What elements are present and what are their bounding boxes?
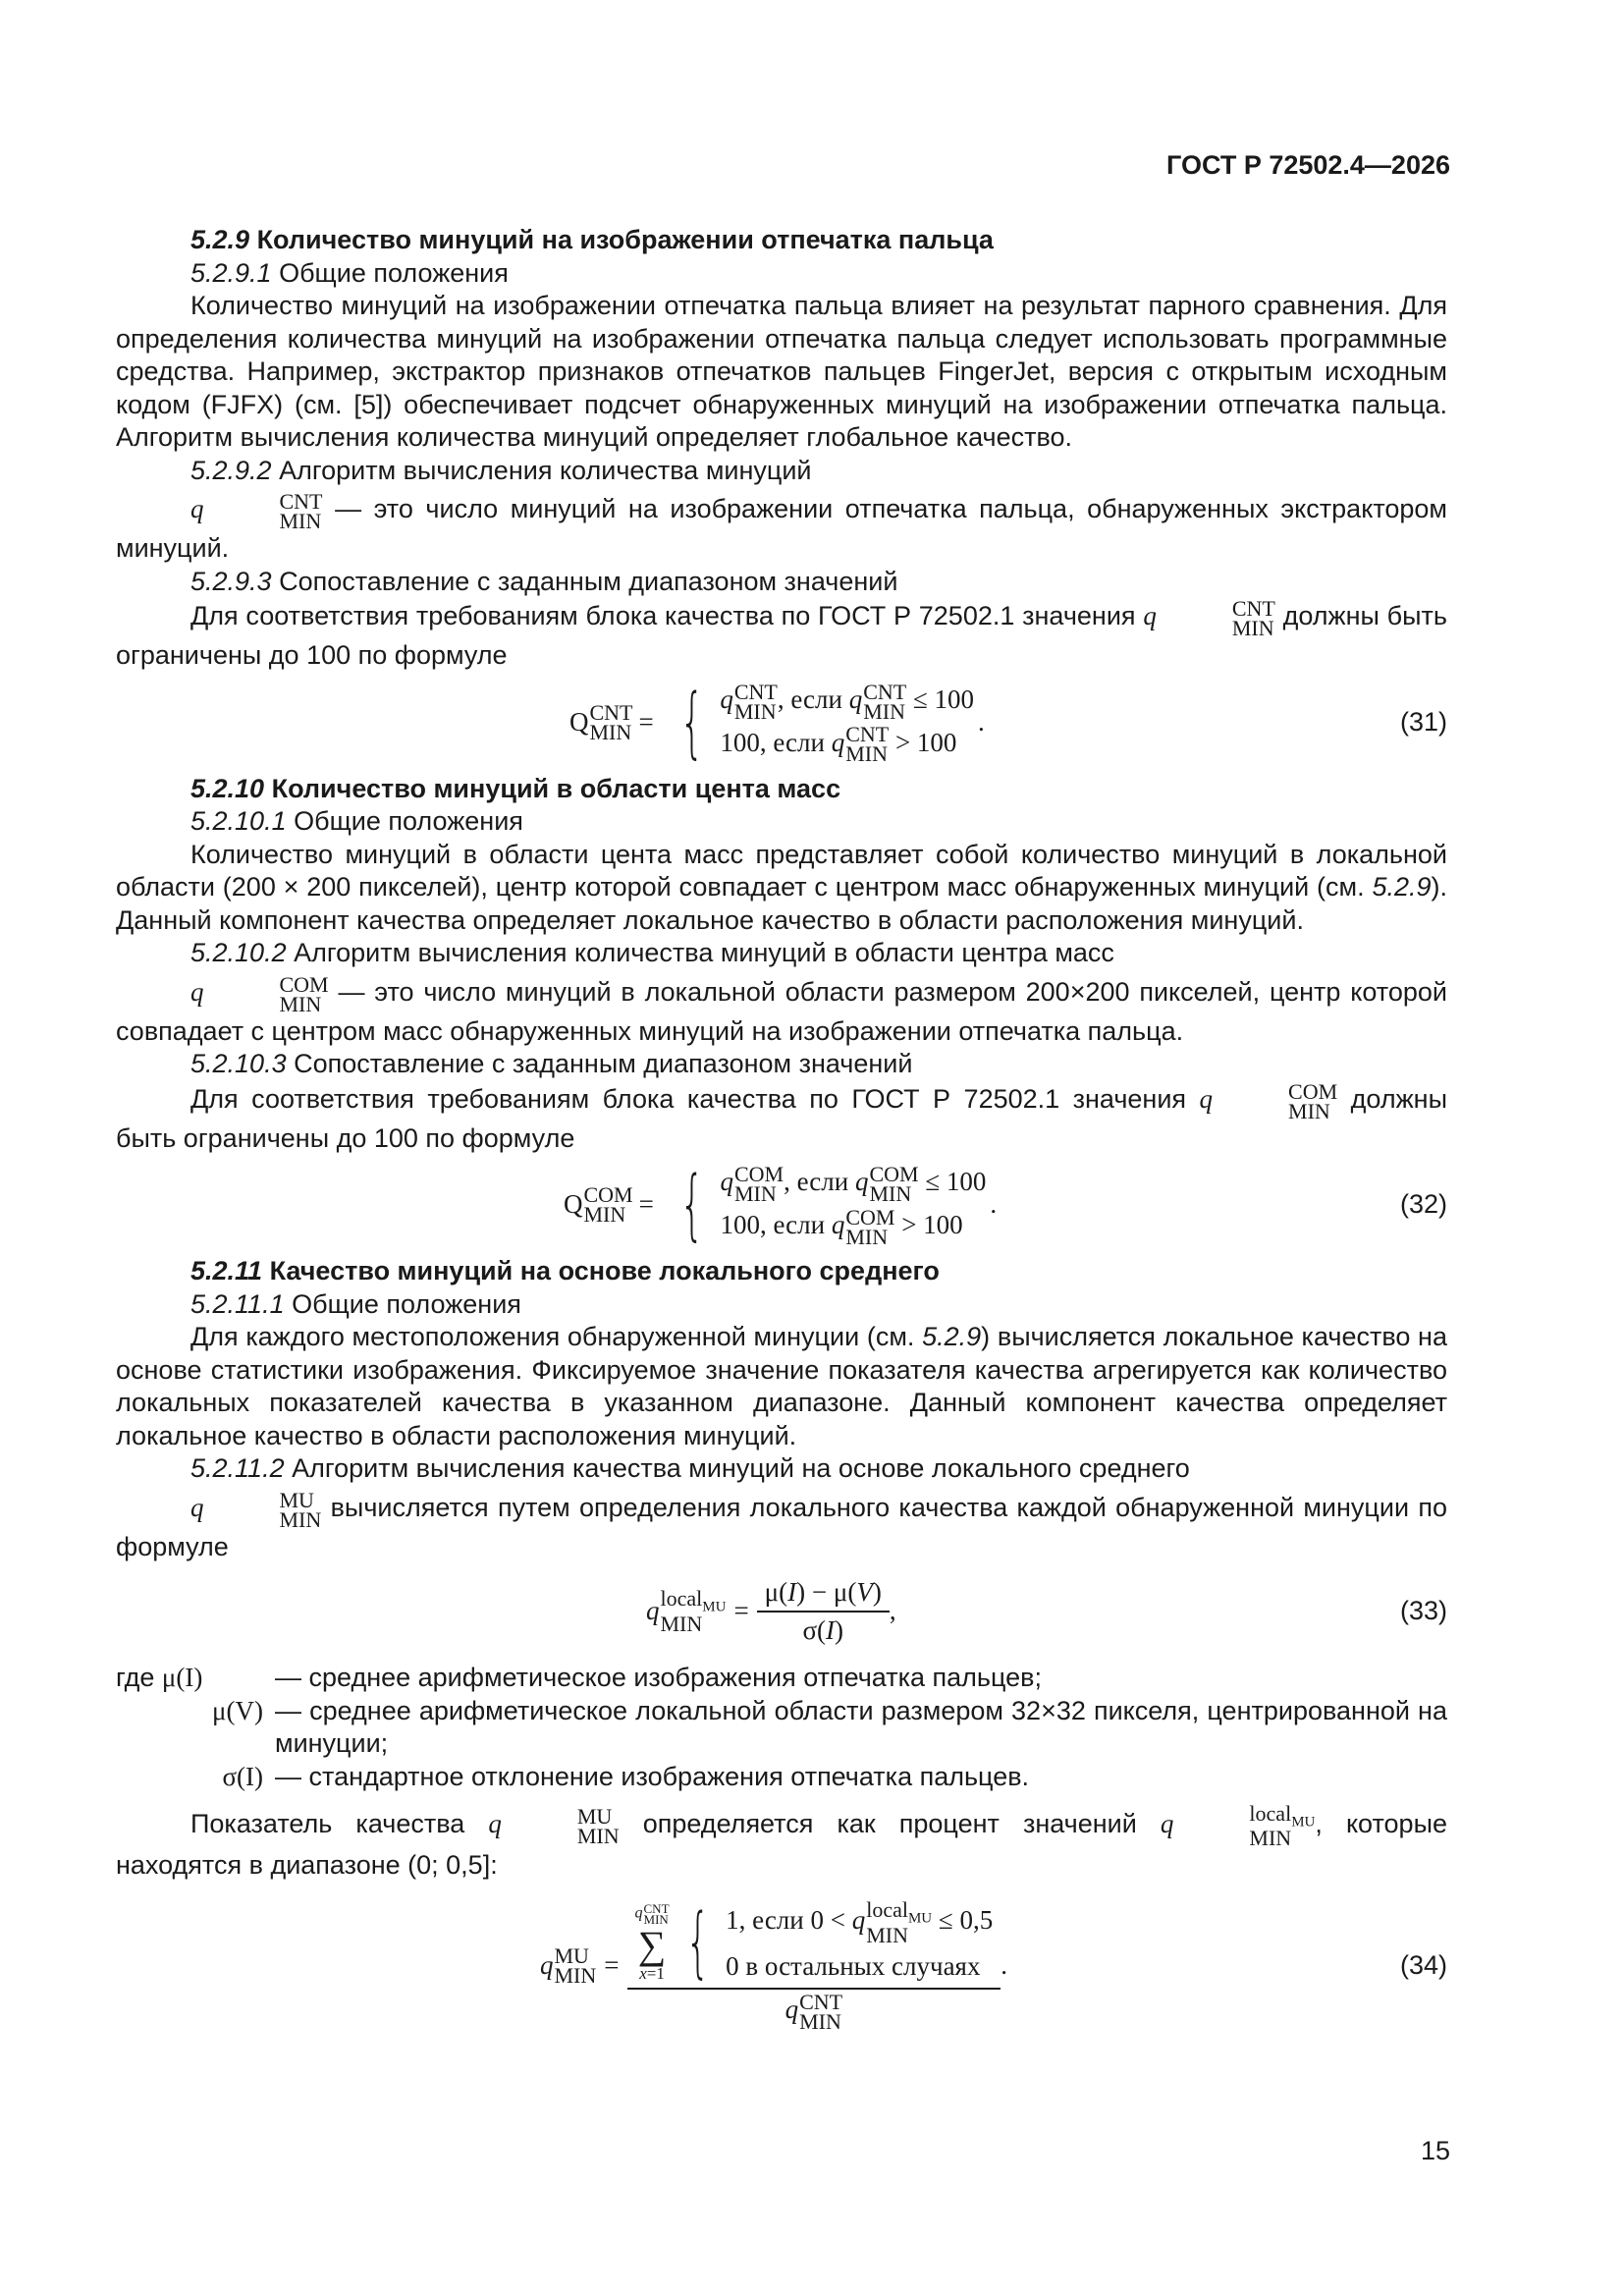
section-heading-5-2-10: 5.2.10 Количество минуций в области цента масс	[190, 773, 841, 803]
where-item: μ(V) — среднее арифметическое локальной области размером 32×32 пикселя, центрированной на минуции;	[212, 1695, 1447, 1758]
paragraph-5-2-9-3: Для соответствия требованиям блока качества по ГОСТ Р 72502.1 значения q CNT MIN должны быть ограничены до 100 по формуле	[116, 596, 1447, 670]
formula-34: q MU MIN = q CNT MIN ∑ x=1 { 1, если 0 < q local$_{MU}$ MIN ≤ 0,5 0 в остальных случаях q CNT MIN . (34)	[116, 1892, 1447, 2040]
paragraph-5-2-11-2: q MU MIN вычисляется путем определения локального качества каждой обнаруженной минуции по формуле	[116, 1487, 1447, 1561]
subsection-5-2-10-3: 5.2.10.3 Сопоставление с заданным диапазоном значений	[190, 1049, 913, 1078]
where-item: где μ(I) — среднее арифметическое изображения отпечатка пальцев;	[116, 1663, 1042, 1692]
formula-33: q local$_{MU}$ MIN = $\frac{\mu(I) - \mu(V)}{\sigma(I)}$ , (33)	[116, 1569, 1447, 1654]
paragraph-5-2-10-1: Количество минуций в области цента масс представляет собой количество минуций в локальной области (200 × 200 пикселей), центр которой совпадает с центром масс обнаруженных минуций (см. 5.2.9). Данный компонент качества определяет локальное качество в области расположения минуций.	[116, 839, 1447, 935]
subsection-5-2-11-2: 5.2.11.2 Алгоритм вычисления качества минуций на основе локального среднего	[190, 1453, 1190, 1483]
subsection-5-2-10-1: 5.2.10.1 Общие положения	[190, 806, 523, 836]
paragraph-5-2-10-3: Для соответствия требованиям блока качества по ГОСТ Р 72502.1 значения q COM MIN должны быть ограничены до 100 по формуле	[116, 1078, 1447, 1153]
paragraph-quality-indicator: Показатель качества q MU MIN определяется как процент значений q local$_{MU}$ MIN , которые находятся в диапазоне (0; 0,5]:	[116, 1801, 1447, 1881]
section-heading-5-2-11: 5.2.11 Качество минуций на основе локального среднего	[190, 1256, 940, 1285]
subsection-5-2-11-1: 5.2.11.1 Общие положения	[190, 1288, 521, 1319]
q-min-mu-symbol: q MU MIN	[488, 1803, 620, 1848]
summation: q CNT MIN ∑ x=1	[634, 1901, 670, 1984]
formula-32: Q COM MIN = { q COM MIN , если q COM MIN ≤ 100 100, если q COM MIN > 100 . (32)	[564, 1161, 1447, 1249]
q-min-local-mu-symbol: q local$_{MU}$ MIN	[1160, 1801, 1316, 1851]
paragraph-5-2-9-1: Количество минуций на изображении отпечатка пальца влияет на результат парного сравнения. Для определения количества минуций на изображении отпечатка пальца следует использовать программные средства. Например, экстрактор признаков отпечатков пальцев FingerJet, версия с открытым исходным кодом (FJFX) (см. [5]) обеспечивает подсчет обнаруженных минуций на изображении отпечатка пальца. Алгоритм вычисления количества минуций определяет глобальное качество.	[116, 291, 1447, 452]
paragraph-5-2-9-2: q CNT MIN — это число минуций на изображении отпечатка пальца, обнаруженных экстрактором минуций.	[116, 489, 1447, 563]
cases-block: { q CNT MIN , если q CNT MIN ≤ 100 100, если q CNT MIN > 100 .	[679, 678, 985, 767]
paragraph-5-2-10-2: q COM MIN — это число минуций в локальной области размером 200×200 пикселей, центр которой совпадает с центром масс обнаруженных минуций на изображении отпечатка пальца.	[116, 971, 1447, 1046]
left-brace-icon: {	[679, 678, 704, 767]
where-block	[116, 1662, 1447, 1793]
subsection-5-2-9-1: 5.2.9.1 Общие положения	[190, 257, 509, 288]
fraction: q CNT MIN ∑ x=1 { 1, если 0 < q local$_{MU}$ MIN ≤ 0,5 0 в остальных случаях q CNT MIN	[627, 1899, 1001, 2032]
left-brace-icon: {	[684, 1897, 710, 1987]
paragraph-5-2-11-1: Для каждого местоположения обнаруженной минуции (см. 5.2.9) вычисляется локальное качество на основе статистики изображения. Фиксируемое значение показателя качества агрегируется как количество локальных показателей качества в указанном диапазоне. Данный компонент качества определяет локальное качество в области расположения минуций.	[116, 1322, 1447, 1450]
q-min-mu-symbol: q MU MIN	[190, 1487, 322, 1532]
section-heading-5-2-9: 5.2.9 Количество минуций на изображении отпечатка пальца	[190, 225, 994, 254]
formula-number-34: (34)	[1399, 1950, 1447, 1981]
fraction: $\frac{\mu(I) - \mu(V)}{\sigma(I)}$	[757, 1576, 890, 1648]
formula-number-31: (31)	[1399, 706, 1447, 737]
q-min-com-symbol: q COM MIN	[1199, 1078, 1338, 1123]
cases-block: { q COM MIN , если q COM MIN ≤ 100 100, если q COM MIN > 100 .	[679, 1161, 998, 1249]
q-min-cnt-symbol: q CNT MIN	[1143, 596, 1275, 640]
subsection-5-2-10-2: 5.2.10.2 Алгоритм вычисления количества минуций в области центра масс	[190, 938, 1114, 967]
left-brace-icon: {	[679, 1161, 705, 1249]
subsection-5-2-9-2: 5.2.9.2 Алгоритм вычисления количества минуций	[190, 455, 812, 485]
where-item: σ(I) — стандартное отклонение изображения отпечатка пальцев.	[222, 1761, 1030, 1791]
page-content	[116, 224, 1447, 2046]
document-id-header: ГОСТ Р 72502.4—2026	[1166, 150, 1450, 180]
formula-31: Q CNT MIN = { q CNT MIN , если q CNT MIN ≤ 100 100, если q CNT MIN > 100 . (31)	[569, 678, 1447, 767]
formula-number-33: (33)	[1399, 1596, 1447, 1626]
q-min-com-symbol: q COM MIN	[190, 971, 329, 1016]
page-number: 15	[1420, 2136, 1450, 2165]
q-min-cnt-symbol: q CNT MIN	[190, 489, 323, 533]
sigma-icon: ∑	[637, 1923, 667, 1968]
subsection-5-2-9-3: 5.2.9.3 Сопоставление с заданным диапазоном значений	[190, 566, 898, 596]
formula-number-32: (32)	[1399, 1189, 1447, 1220]
